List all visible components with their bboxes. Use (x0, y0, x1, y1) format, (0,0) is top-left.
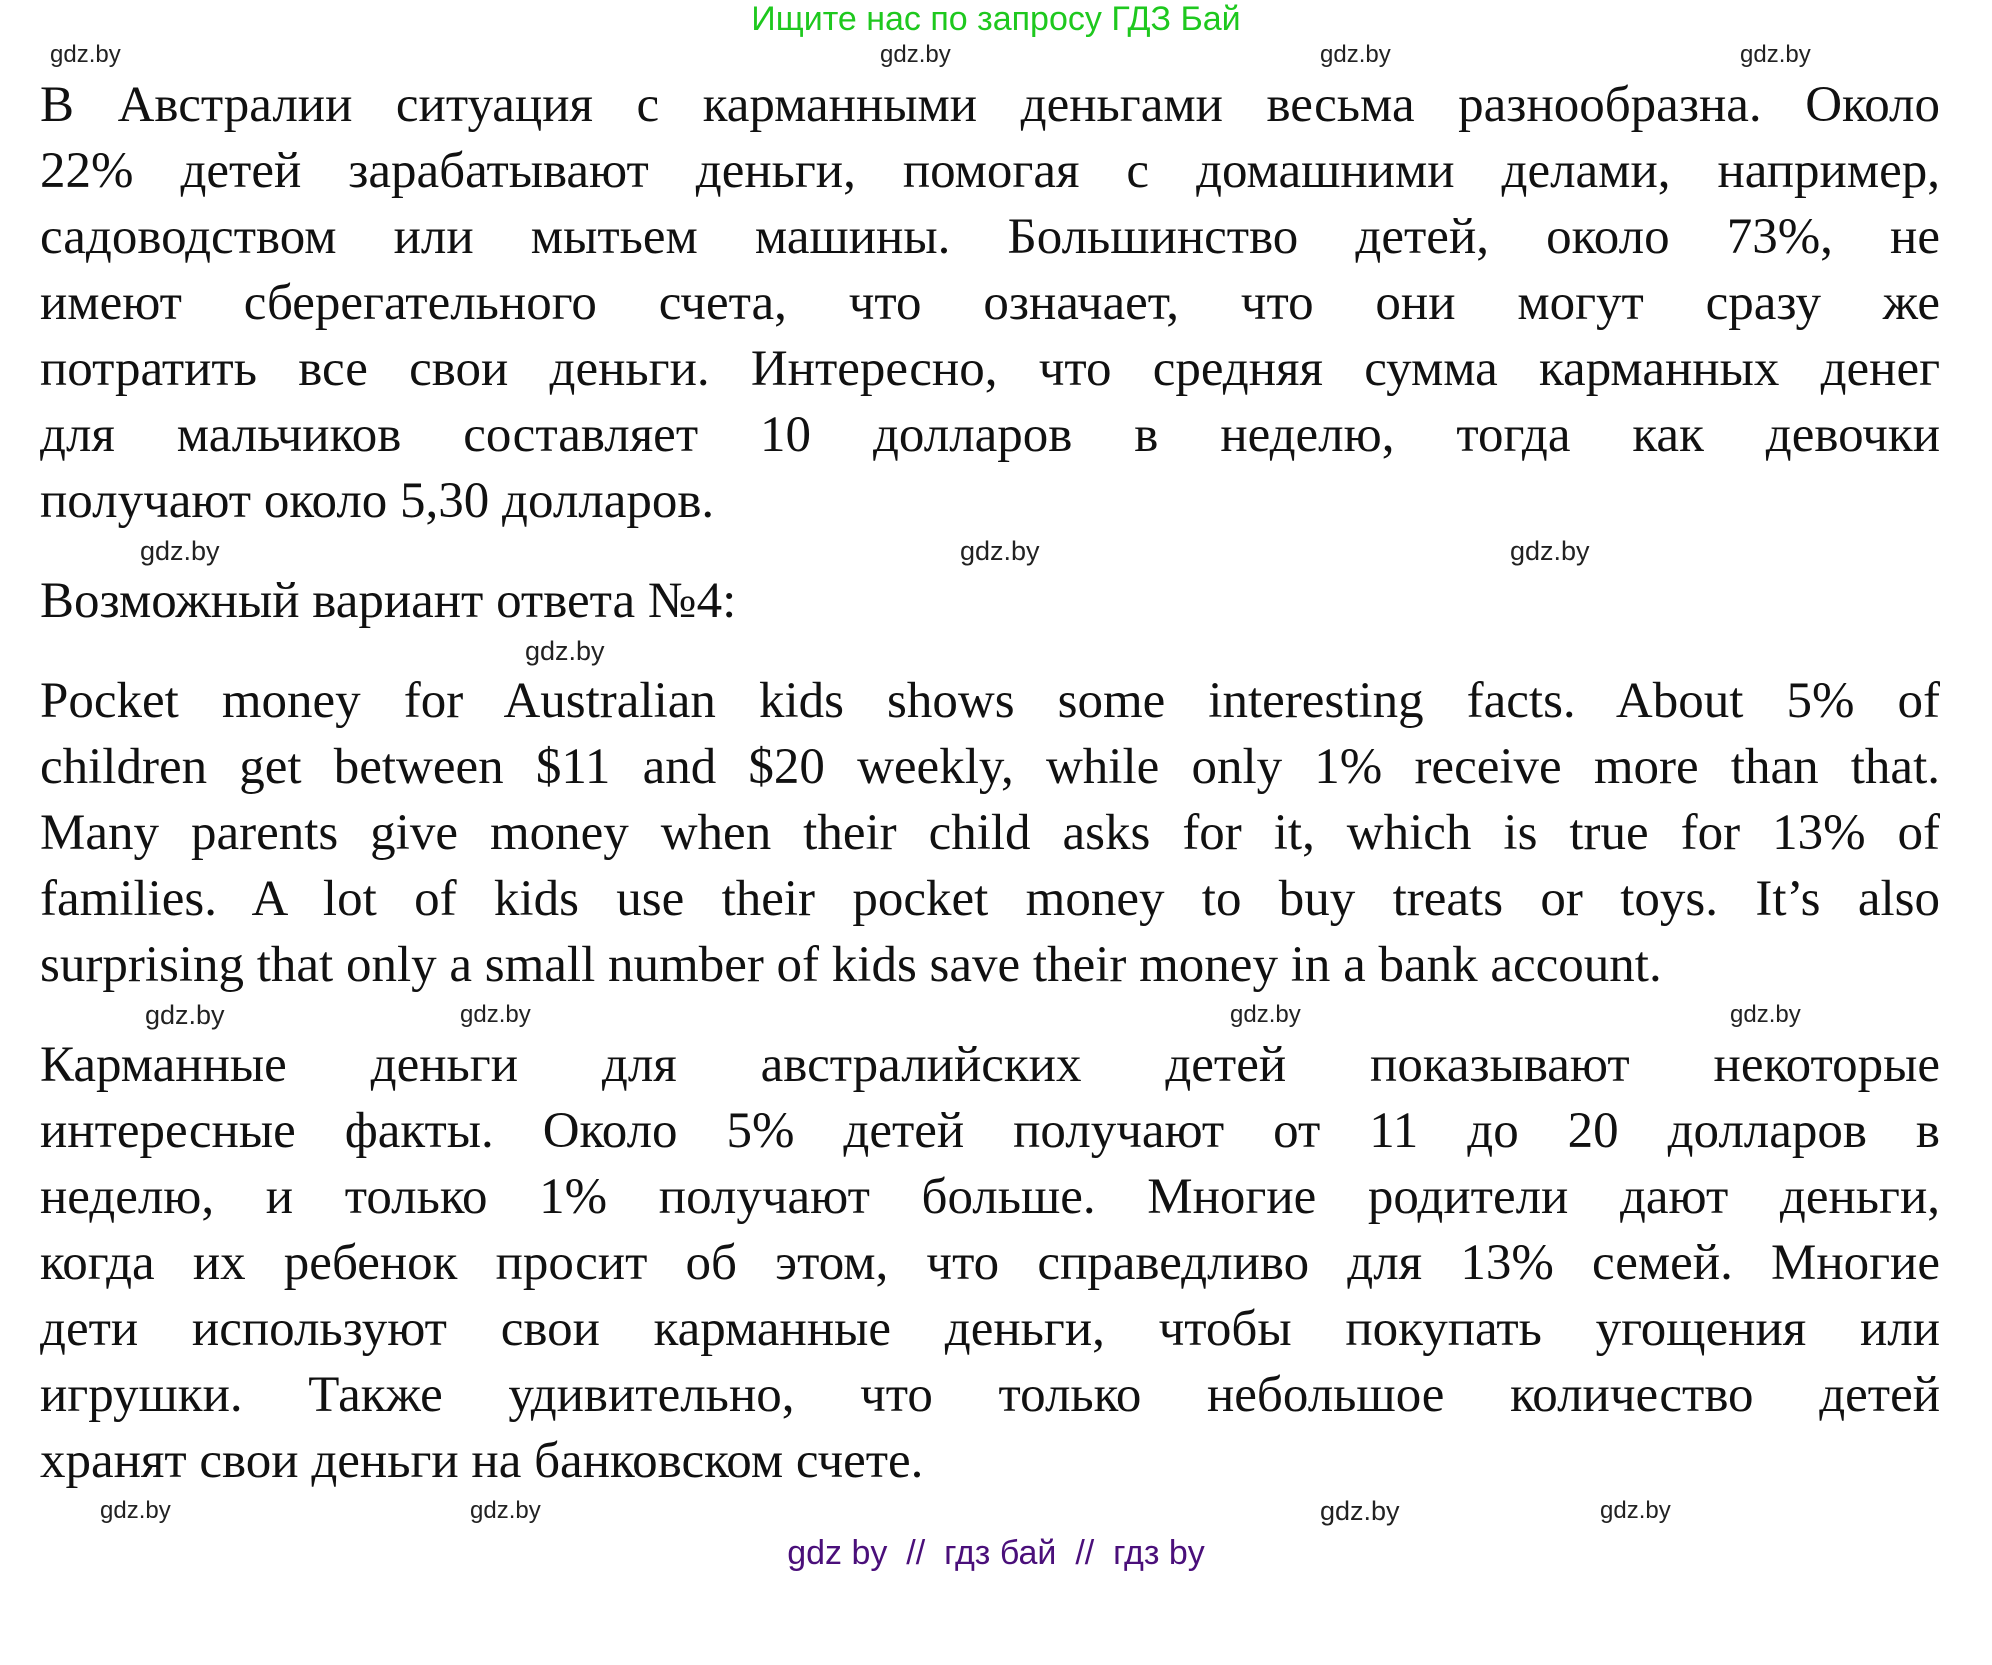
watermark: gdz.by (470, 1497, 541, 1524)
text-line: потратить все свои деньги. Интересно, что средняя сумма карманных денег (40, 341, 1940, 397)
watermark: gdz.by (960, 536, 1040, 566)
watermark-row (0, 534, 1992, 568)
text-line: surprising that only a small number of kids save their money in a bank account. (40, 937, 1662, 993)
watermark-row (0, 634, 1992, 668)
search-hint-banner: Ищите нас по запросу ГДЗ Бай (751, 0, 1241, 38)
watermark-row (0, 998, 1992, 1032)
text-line: неделю, и только 1% получают больше. Многие родители дают деньги, (40, 1169, 1940, 1225)
paragraph-russian-translation (40, 1032, 1940, 1494)
watermark: gdz.by (880, 41, 951, 68)
watermark: gdz.by (1730, 1001, 1801, 1028)
text-line: Карманные деньги для австралийских детей показывают некоторые (40, 1037, 1940, 1093)
paragraph-russian-intro (40, 72, 1940, 534)
text-line: садоводством или мытьем машины. Большинство детей, около 73%, не (40, 209, 1940, 265)
watermark: gdz.by (1230, 1001, 1301, 1028)
text-line: хранят свои деньги на банковском счете. (40, 1433, 924, 1489)
watermark: gdz.by (145, 1000, 225, 1030)
text-line: Возможный вариант ответа №4: (40, 573, 737, 629)
answer-heading (40, 568, 1940, 634)
paragraph-english (40, 668, 1940, 998)
watermark: gdz.by (100, 1497, 171, 1524)
text-line: интересные факты. Около 5% детей получают от 11 до 20 долларов в (40, 1103, 1940, 1159)
watermark-row (0, 1494, 1992, 1528)
watermark: gdz.by (460, 1001, 531, 1028)
text-line: 22% детей зарабатывают деньги, помогая с домашними делами, например, (40, 143, 1940, 199)
text-line: families. A lot of kids use their pocket money to buy treats or toys. It’s also (40, 871, 1940, 927)
watermark: gdz.by (1510, 536, 1590, 566)
text-line: В Австралии ситуация с карманными деньгами весьма разнообразна. Около (40, 77, 1940, 133)
watermark: gdz.by (525, 636, 605, 666)
text-line: игрушки. Также удивительно, что только небольшое количество детей (40, 1367, 1940, 1423)
text-line: Many parents give money when their child asks for it, which is true for 13% of (40, 805, 1940, 861)
watermark: gdz.by (140, 536, 220, 566)
footer-site-links: gdz by // гдз бай // гдз by (787, 1534, 1205, 1572)
text-line: children get between $11 and $20 weekly, while only 1% receive more than that. (40, 739, 1940, 795)
text-line: имеют сберегательного счета, что означает, что они могут сразу же (40, 275, 1940, 331)
watermark: gdz.by (50, 41, 121, 68)
watermark: gdz.by (1740, 41, 1811, 68)
text-line: дети используют свои карманные деньги, чтобы покупать угощения или (40, 1301, 1940, 1357)
text-line: когда их ребенок просит об этом, что справедливо для 13% семей. Многие (40, 1235, 1940, 1291)
watermark: gdz.by (1320, 1496, 1400, 1526)
watermark-row (0, 38, 1992, 72)
watermark: gdz.by (1600, 1497, 1671, 1524)
text-line: получают около 5,30 долларов. (40, 473, 715, 529)
text-line: Pocket money for Australian kids shows some interesting facts. About 5% of (40, 673, 1940, 729)
text-line: для мальчиков составляет 10 долларов в неделю, тогда как девочки (40, 407, 1940, 463)
watermark: gdz.by (1320, 41, 1391, 68)
